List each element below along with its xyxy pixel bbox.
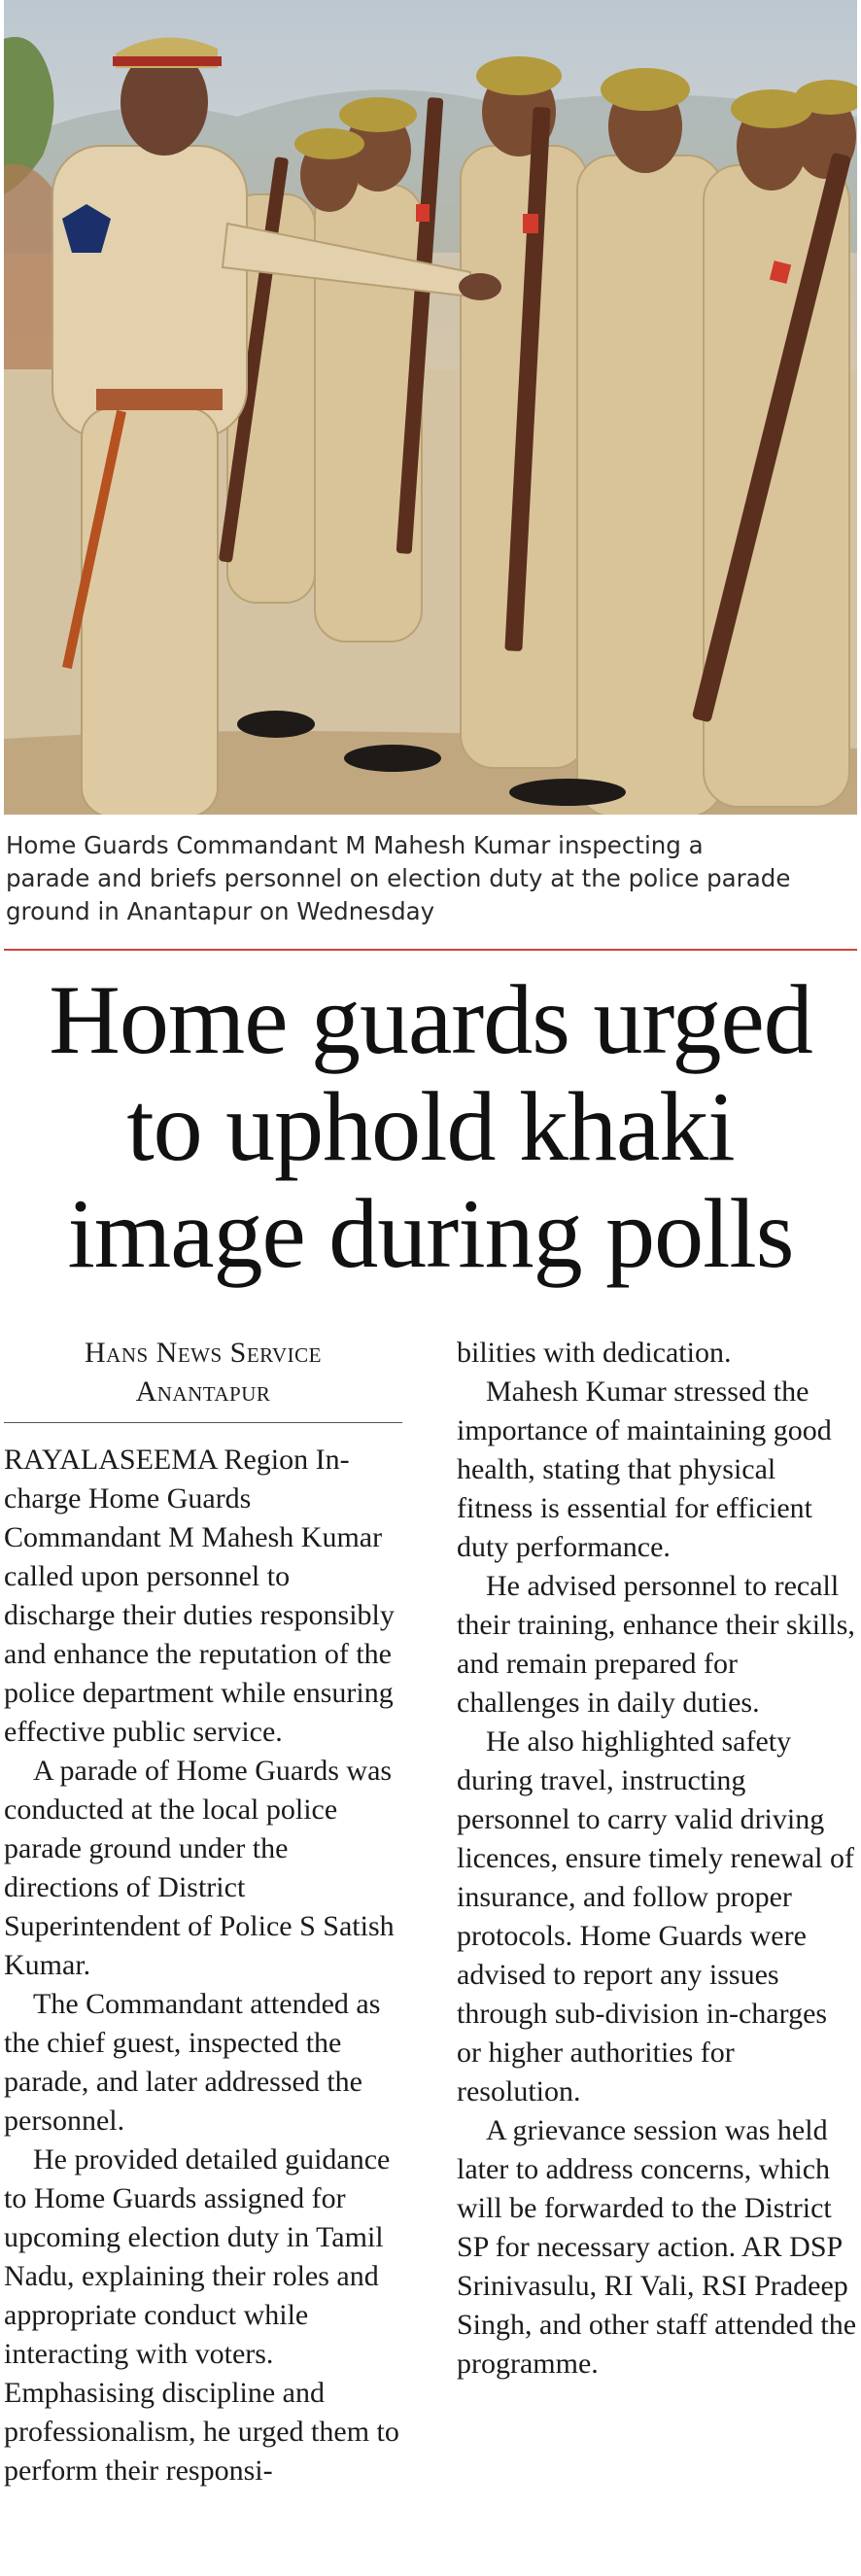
byline-service: Hans News Service bbox=[85, 1337, 322, 1369]
article-photo bbox=[4, 0, 857, 815]
paragraph-8: A grievance session was held later to address concerns, which will be forwarded to the District SP for necessary action. AR DSP Srinivasulu, RI Vali, RSI Pradeep Singh, and other staff attended the programme. bbox=[457, 2114, 857, 2380]
paragraph-5: Mahesh Kumar stressed the importance of maintaining good health, stating that physical fitness is essential for efficient duty performance. bbox=[457, 1375, 832, 1563]
paragraph-7: He also highlighted safety during travel, instructing personnel to carry valid driving licences, ensure timely renewal of insurance, and follow proper protocols. Home Guards were advised to report any issues through sub-division in-charges or higher authorities for resolution. bbox=[457, 1725, 854, 2107]
byline-divider bbox=[4, 1422, 402, 1423]
paragraph-6: He advised personnel to recall their training, enhance their skills, and remain prepared for challenges in daily duties. bbox=[457, 1570, 855, 1719]
headline-line-2: to uphold khaki bbox=[126, 1072, 735, 1182]
caption-divider bbox=[4, 949, 857, 951]
headline bbox=[0, 967, 861, 1288]
headline-line-1: Home guards urged bbox=[49, 965, 812, 1075]
paragraph-1: RAYALASEEMA Region In-charge Home Guards Commandant M Mahesh Kumar called upon personnel to discharge their duties responsibly and enhance the reputation of the police department while ensuring effective public service. bbox=[4, 1444, 395, 1748]
paragraph-4-continued: bilities with dedication. bbox=[457, 1337, 732, 1369]
article-column-right bbox=[457, 1334, 857, 2384]
photo-caption: Home Guards Commandant M Mahesh Kumar inspecting a parade and briefs personnel on election duty at the police parade ground in Anantapur on Wednesday bbox=[6, 831, 791, 925]
paragraph-4: He provided detailed guidance to Home Guards assigned for upcoming election duty in Tamil Nadu, explaining their roles and appropriate conduct while interacting with voters. Emphasising discipline and professionalism, he urged them to perform their responsi- bbox=[4, 2143, 399, 2487]
byline-place: Anantapur bbox=[135, 1375, 271, 1408]
article-column-left bbox=[4, 1334, 402, 2490]
paragraph-2: A parade of Home Guards was conducted at the local police parade ground under the directions of District Superintendent of Police S Satish Kumar. bbox=[4, 1755, 395, 1981]
paragraph-3: The Commandant attended as the chief guest, inspected the parade, and later addressed the personnel. bbox=[4, 1988, 381, 2137]
headline-line-3: image during polls bbox=[67, 1179, 794, 1289]
